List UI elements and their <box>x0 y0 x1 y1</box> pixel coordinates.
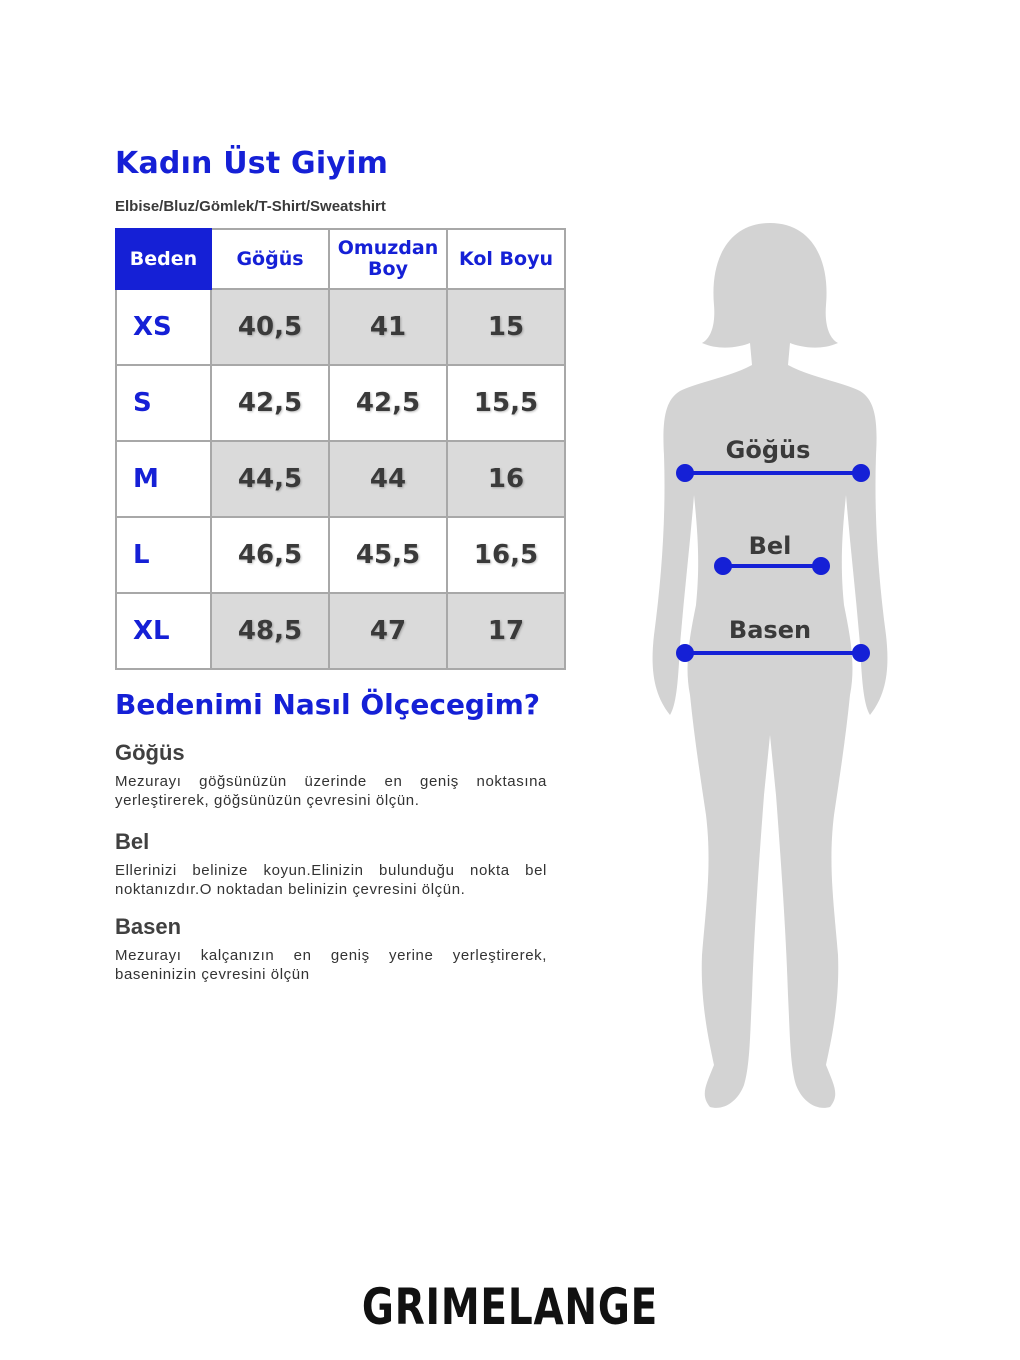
size-cell: M <box>116 441 211 517</box>
table-row <box>116 517 565 593</box>
boy-cell: 47 <box>329 593 447 669</box>
boy-cell: 42,5 <box>329 365 447 441</box>
kol-cell: 15,5 <box>447 365 565 441</box>
section-text: Mezurayı kalçanızın en geniş yerine yerleştirerek, baseninizin çevresini ölçün <box>115 947 547 983</box>
kol-cell: 17 <box>447 593 565 669</box>
waist-measure-dot-left <box>716 559 730 573</box>
page-subtitle: Elbise/Bluz/Gömlek/T-Shirt/Sweatshirt <box>115 198 386 215</box>
gogus-cell: 40,5 <box>211 289 329 365</box>
section-heading: Göğüs <box>115 740 185 765</box>
body-silhouette-svg <box>610 215 930 1125</box>
table-row <box>116 441 565 517</box>
header-omuzdan-line2: Boy <box>368 258 408 280</box>
howto-section-bel <box>115 829 547 899</box>
head-shape <box>653 223 888 1108</box>
size-table <box>115 228 566 670</box>
gogus-cell: 42,5 <box>211 365 329 441</box>
howto-section-gogus <box>115 740 547 810</box>
silhouette <box>653 223 888 1108</box>
table-header-row <box>116 229 565 289</box>
boy-cell: 41 <box>329 289 447 365</box>
table-row <box>116 365 565 441</box>
chest-measure-dot-left <box>678 466 692 480</box>
chest-label: Göğüs <box>725 436 811 464</box>
section-heading: Basen <box>115 914 182 939</box>
section-text: Mezurayı göğsünüzün üzerinde en geniş noktasına yerleştirerek, göğsünüzün çevresini ölçün. <box>115 773 547 809</box>
kol-cell: 16,5 <box>447 517 565 593</box>
size-cell: L <box>116 517 211 593</box>
table-row <box>116 289 565 365</box>
table-row <box>116 593 565 669</box>
waist-measure-dot-right <box>814 559 828 573</box>
page-title: Kadın Üst Giyim <box>115 146 389 181</box>
gogus-cell: 44,5 <box>211 441 329 517</box>
section-text: Ellerinizi belinize koyun.Elinizin bulunduğu nokta bel noktanızdır.O noktadan belinizin çevresini ölçün. <box>115 862 547 898</box>
hip-measure-dot-right <box>854 646 868 660</box>
header-beden: Beden <box>116 229 211 289</box>
size-cell: XL <box>116 593 211 669</box>
size-cell: XS <box>116 289 211 365</box>
brand-logo: GRIMELANGE <box>361 1278 659 1336</box>
header-gogus: Göğüs <box>211 229 329 289</box>
chest-measure-dot-right <box>854 466 868 480</box>
hip-label: Basen <box>728 616 812 644</box>
body-figure <box>610 215 930 1125</box>
header-omuzdan-boy <box>329 229 447 289</box>
size-cell: S <box>116 365 211 441</box>
hip-measure-dot-left <box>678 646 692 660</box>
section-heading: Bel <box>115 829 150 854</box>
howto-title: Bedenimi Nasıl Ölçecegim? <box>115 688 540 721</box>
kol-cell: 15 <box>447 289 565 365</box>
header-omuzdan-line1: Omuzdan <box>337 237 439 260</box>
waist-label: Bel <box>748 532 792 560</box>
boy-cell: 44 <box>329 441 447 517</box>
gogus-cell: 48,5 <box>211 593 329 669</box>
boy-cell: 45,5 <box>329 517 447 593</box>
gogus-cell: 46,5 <box>211 517 329 593</box>
howto-section-basen <box>115 914 547 984</box>
kol-cell: 16 <box>447 441 565 517</box>
header-kol-boyu: Kol Boyu <box>447 229 565 289</box>
